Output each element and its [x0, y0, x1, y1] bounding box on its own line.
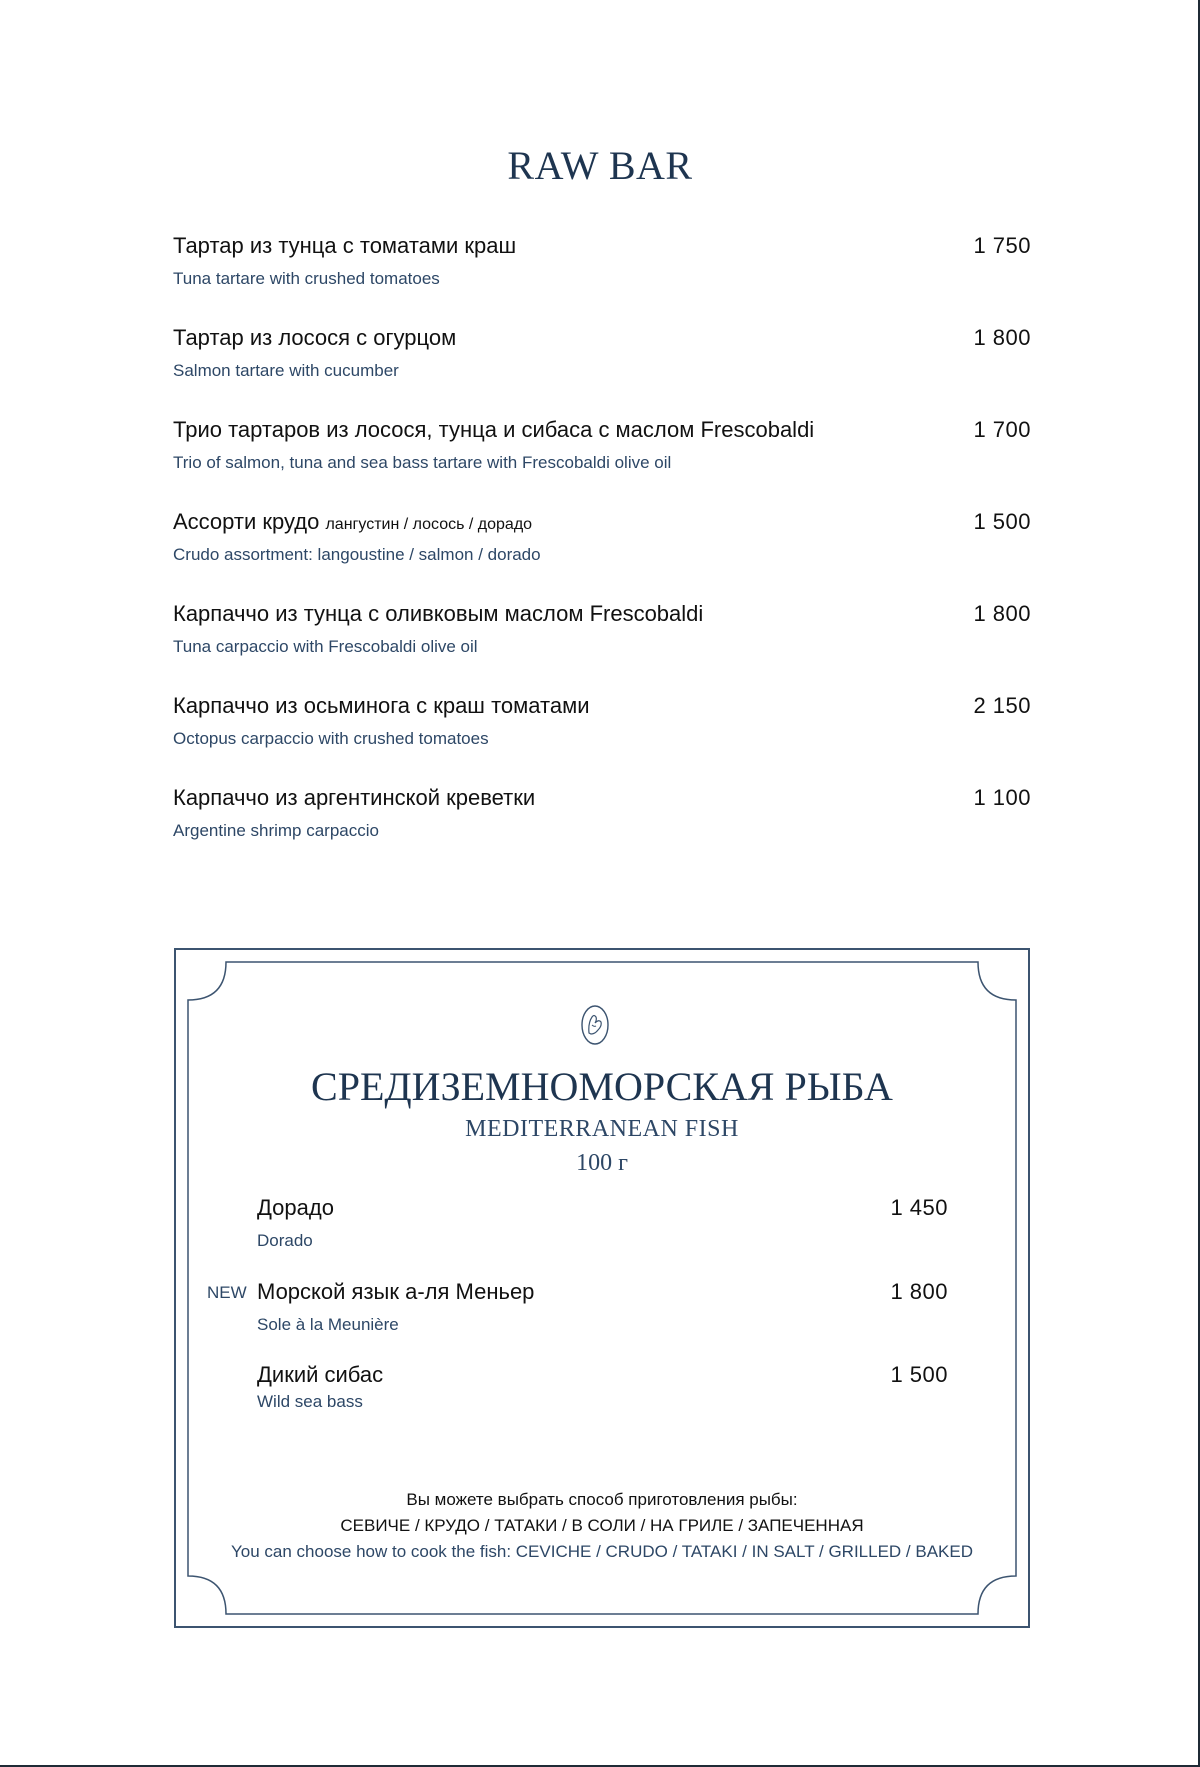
menu-item: [173, 784, 1031, 876]
item-price: 2 150: [973, 693, 1031, 718]
item-name-ru: Морской язык а-ля Меньер: [257, 1279, 535, 1304]
item-price: 1 800: [973, 325, 1031, 350]
item-price: 1 800: [973, 601, 1031, 626]
menu-item: [173, 600, 1031, 692]
mediterranean-title-ru: СРЕДИЗЕМНОМОРСКАЯ РЫБА: [311, 1064, 893, 1109]
item-price: 1 750: [973, 233, 1031, 258]
item-name-en: Crudo assortment: langoustine / salmon / dorado: [173, 545, 541, 564]
item-name-en: Tuna tartare with crushed tomatoes: [173, 269, 440, 288]
item-name-en: Wild sea bass: [257, 1392, 363, 1411]
item-name-en: Argentine shrimp carpaccio: [173, 821, 379, 840]
item-price: 1 700: [973, 417, 1031, 442]
item-name-en: Trio of salmon, tuna and sea bass tartare with Frescobaldi olive oil: [173, 453, 672, 472]
menu-item: [257, 1194, 948, 1278]
mediterranean-title-en: MEDITERRANEAN FISH: [465, 1116, 739, 1142]
menu-item: [173, 508, 1031, 600]
raw-bar-title: RAW BAR: [507, 143, 693, 188]
item-price: 1 500: [890, 1362, 948, 1387]
item-price: 1 100: [973, 785, 1031, 810]
item-name-ru: Карпаччо из тунца с оливковым маслом Frescobaldi: [173, 601, 704, 626]
new-badge: NEW: [207, 1283, 247, 1302]
fish-list: [207, 1194, 948, 1421]
item-name-ru: Тартар из лосося с огурцом: [173, 325, 457, 350]
item-name-en: Salmon tartare with cucumber: [173, 361, 399, 380]
item-name-ru: Карпаччо из аргентинской креветки: [173, 785, 536, 810]
item-name-ru-detail: лангустин / лосось / дорадо: [325, 516, 533, 533]
item-name-en: Sole à la Meunière: [257, 1315, 399, 1334]
item-name-ru: Дорадо: [257, 1195, 334, 1220]
item-name-en: Dorado: [257, 1231, 313, 1250]
menu-item: [257, 1361, 948, 1421]
menu-item: [173, 416, 1031, 508]
cooking-note-ru: Вы можете выбрать способ приготовления рыбы:: [406, 1490, 798, 1509]
menu-item: [173, 692, 1031, 784]
hand-emblem-icon: [579, 1003, 611, 1047]
item-name-ru: Тартар из тунца с томатами краш: [173, 233, 517, 258]
item-name-ru: Трио тартаров из лосося, тунца и сибаса с маслом Frescobaldi: [173, 417, 815, 442]
item-name-ru-main: Ассорти крудо: [173, 509, 320, 534]
item-price: 1 500: [973, 509, 1031, 534]
item-name-ru: Дикий сибас: [257, 1362, 384, 1387]
menu-item: [173, 324, 1031, 416]
item-name-en: Octopus carpaccio with crushed tomatoes: [173, 729, 489, 748]
menu-item: [207, 1278, 948, 1361]
item-name-ru: Карпаччо из осьминога с краш томатами: [173, 693, 590, 718]
item-name-ru: [173, 508, 532, 539]
portion-weight: 100 г: [576, 1150, 628, 1176]
cooking-note-en: You can choose how to cook the fish: CEVICHE / CRUDO / TATAKI / IN SALT / GRILLED / BAKED: [231, 1542, 973, 1561]
item-price: 1 450: [890, 1195, 948, 1220]
raw-bar-list: [173, 232, 1031, 876]
cooking-methods-ru: СЕВИЧЕ / КРУДО / ТАТАКИ / В СОЛИ / НА ГРИЛЕ / ЗАПЕЧЕННАЯ: [340, 1516, 864, 1535]
menu-item: [173, 232, 1031, 324]
item-price: 1 800: [890, 1279, 948, 1304]
item-name-en: Tuna carpaccio with Frescobaldi olive oil: [173, 637, 478, 656]
